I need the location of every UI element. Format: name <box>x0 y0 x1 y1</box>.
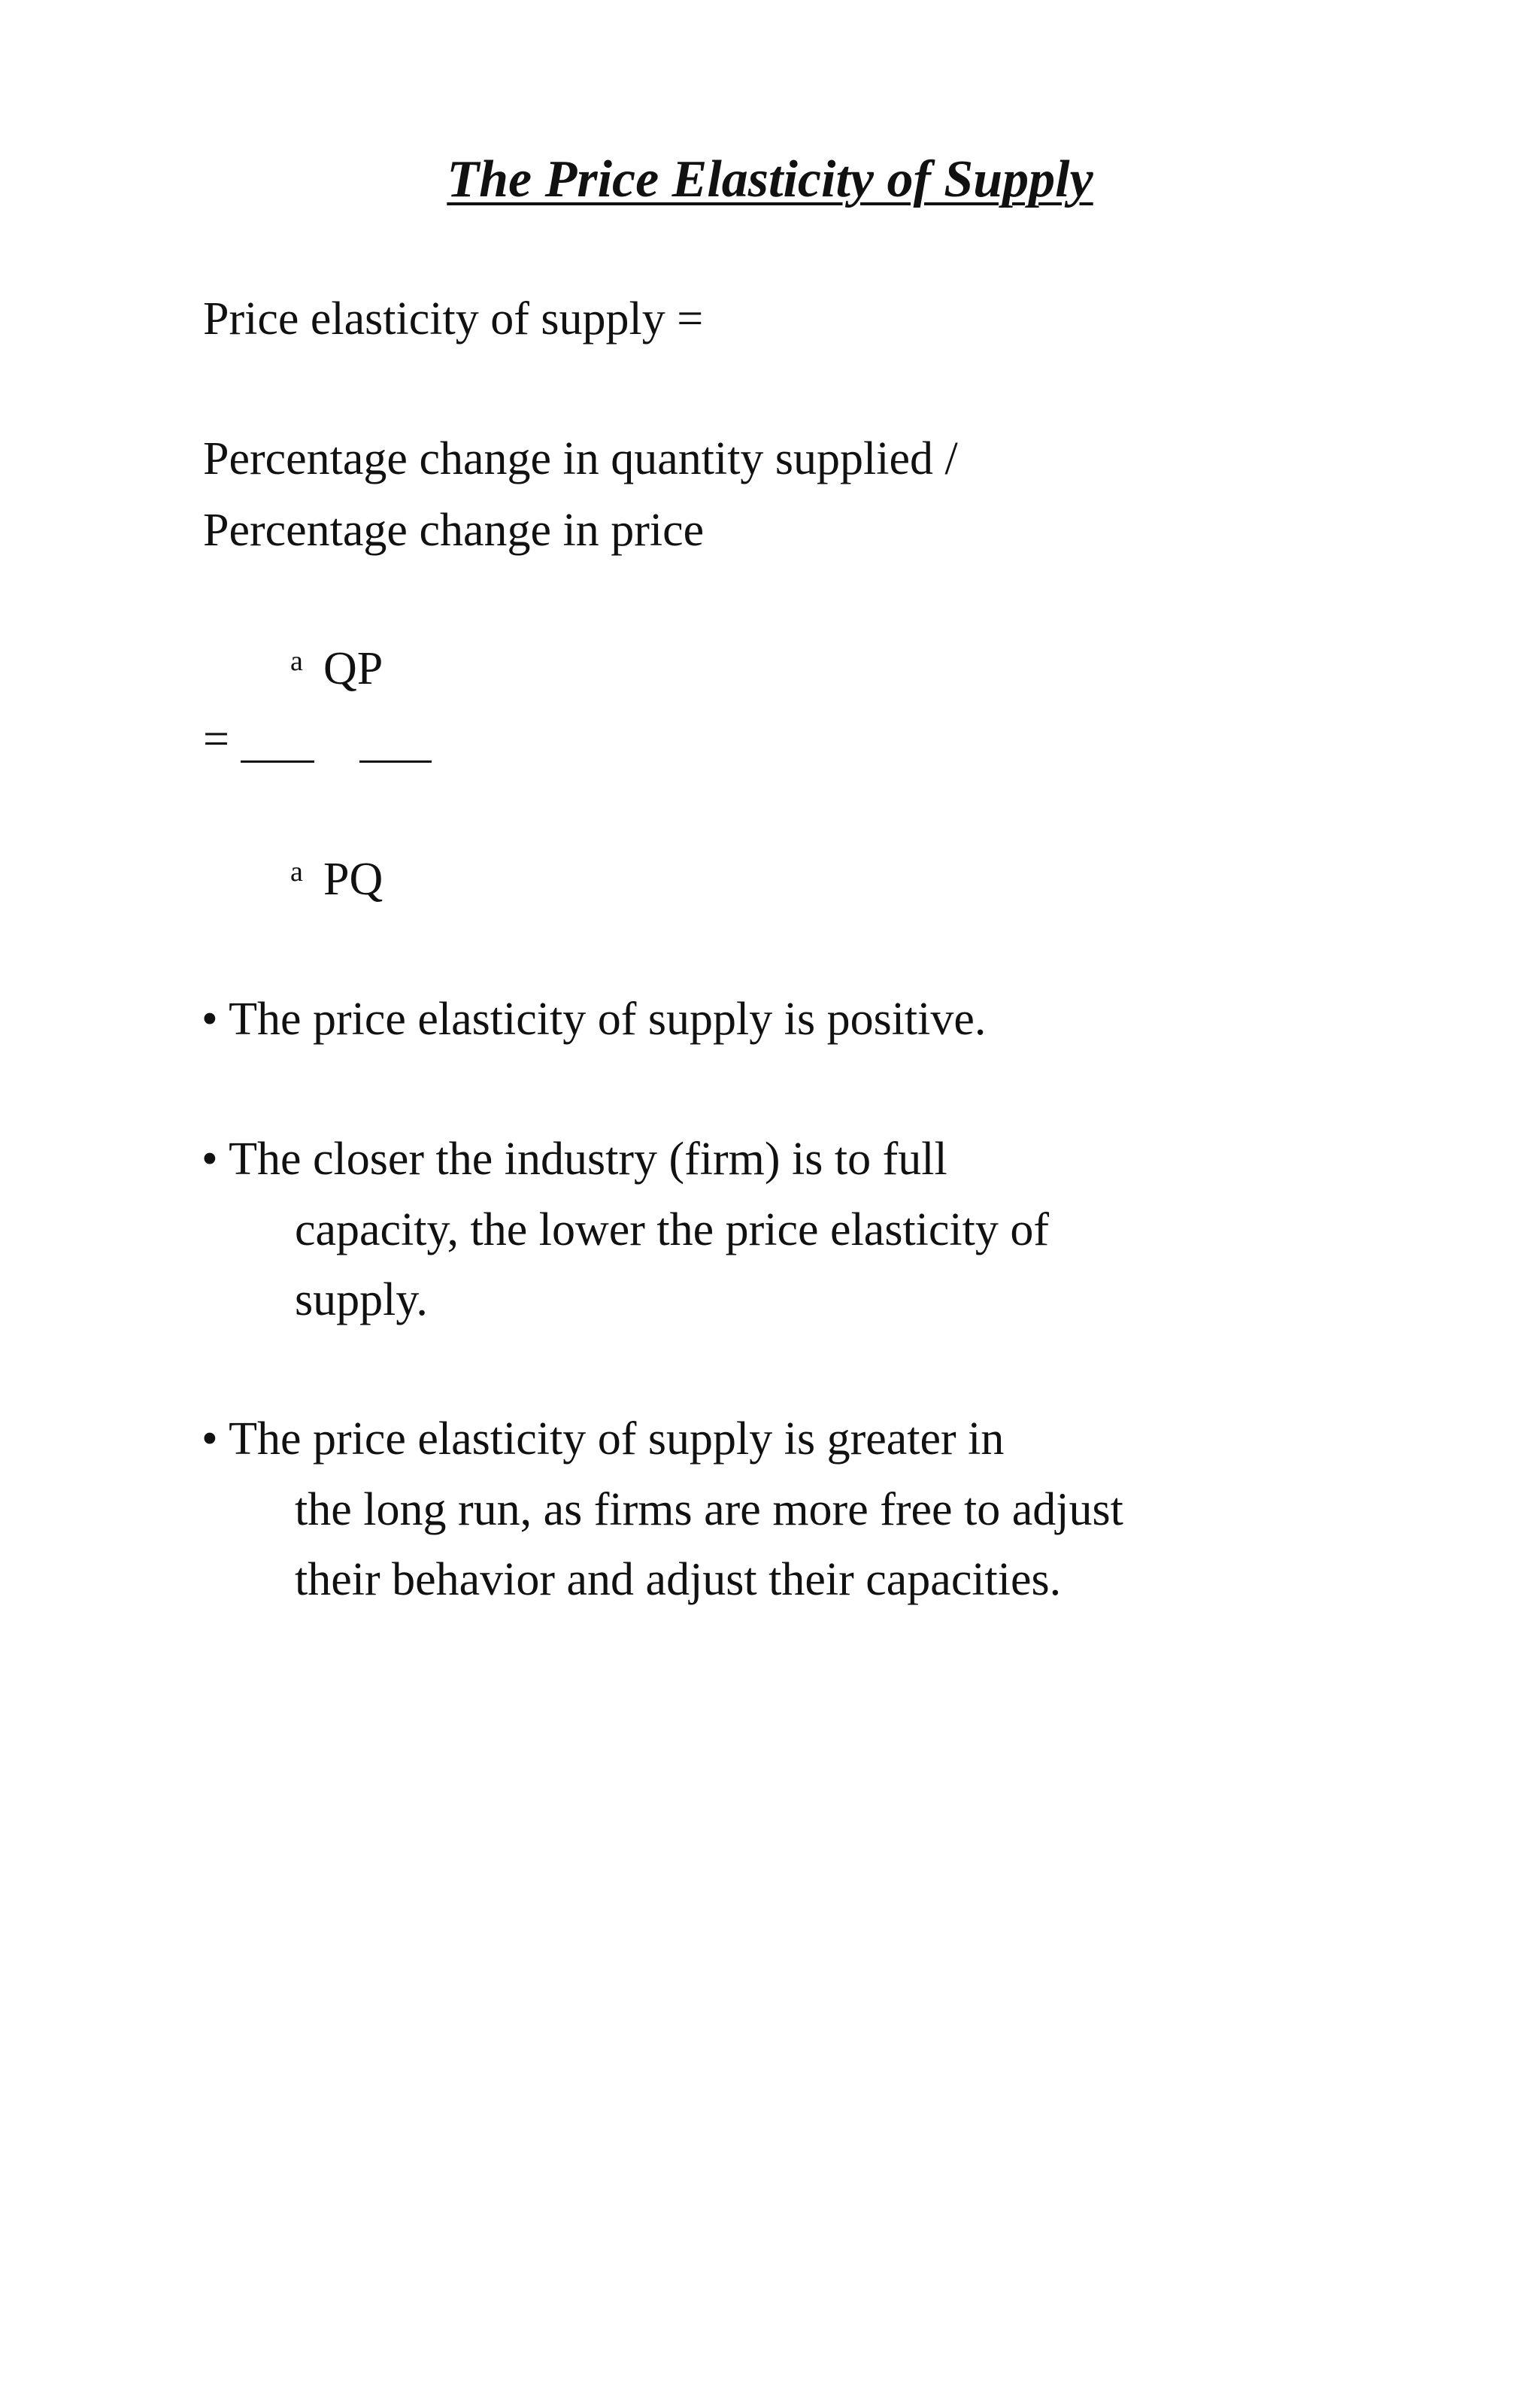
ratio-line-1: Percentage change in quantity supplied / <box>203 433 958 484</box>
bullet-3-line-1: The price elasticity of supply is greater in <box>229 1413 1005 1465</box>
denominator-symbol: a <box>290 856 303 888</box>
bullet-marker: • <box>202 1134 218 1185</box>
ratio-line-2: Percentage change in price <box>203 505 705 556</box>
definition-label: Price elasticity of supply = <box>203 293 704 345</box>
fraction-bar-right <box>359 760 432 763</box>
bullet-item-2 <box>202 1134 947 1185</box>
bullet-1-line-1: The price elasticity of supply is positive. <box>229 994 987 1045</box>
bullet-2-line-1: The closer the industry (firm) is to full <box>229 1134 947 1185</box>
bullet-marker: • <box>202 1413 218 1465</box>
formula-equals: = <box>203 714 229 765</box>
bullet-2-line-3: supply. <box>295 1274 428 1325</box>
bullet-item-1 <box>202 996 986 1043</box>
fraction-bar-left <box>241 760 314 763</box>
bullet-marker: • <box>202 994 218 1045</box>
numerator-text: QP <box>323 643 383 694</box>
denominator-text: PQ <box>323 854 383 905</box>
page-title: The Price Elasticity of Supply <box>447 150 1093 208</box>
bullet-2-line-2: capacity, the lower the price elasticity of <box>295 1204 1050 1255</box>
numerator-symbol: a <box>290 645 303 677</box>
bullet-item-3 <box>202 1413 1005 1465</box>
bullet-3-line-3: their behavior and adjust their capacities. <box>295 1554 1062 1605</box>
bullet-3-line-2: the long run, as firms are more free to adjust <box>295 1484 1123 1535</box>
